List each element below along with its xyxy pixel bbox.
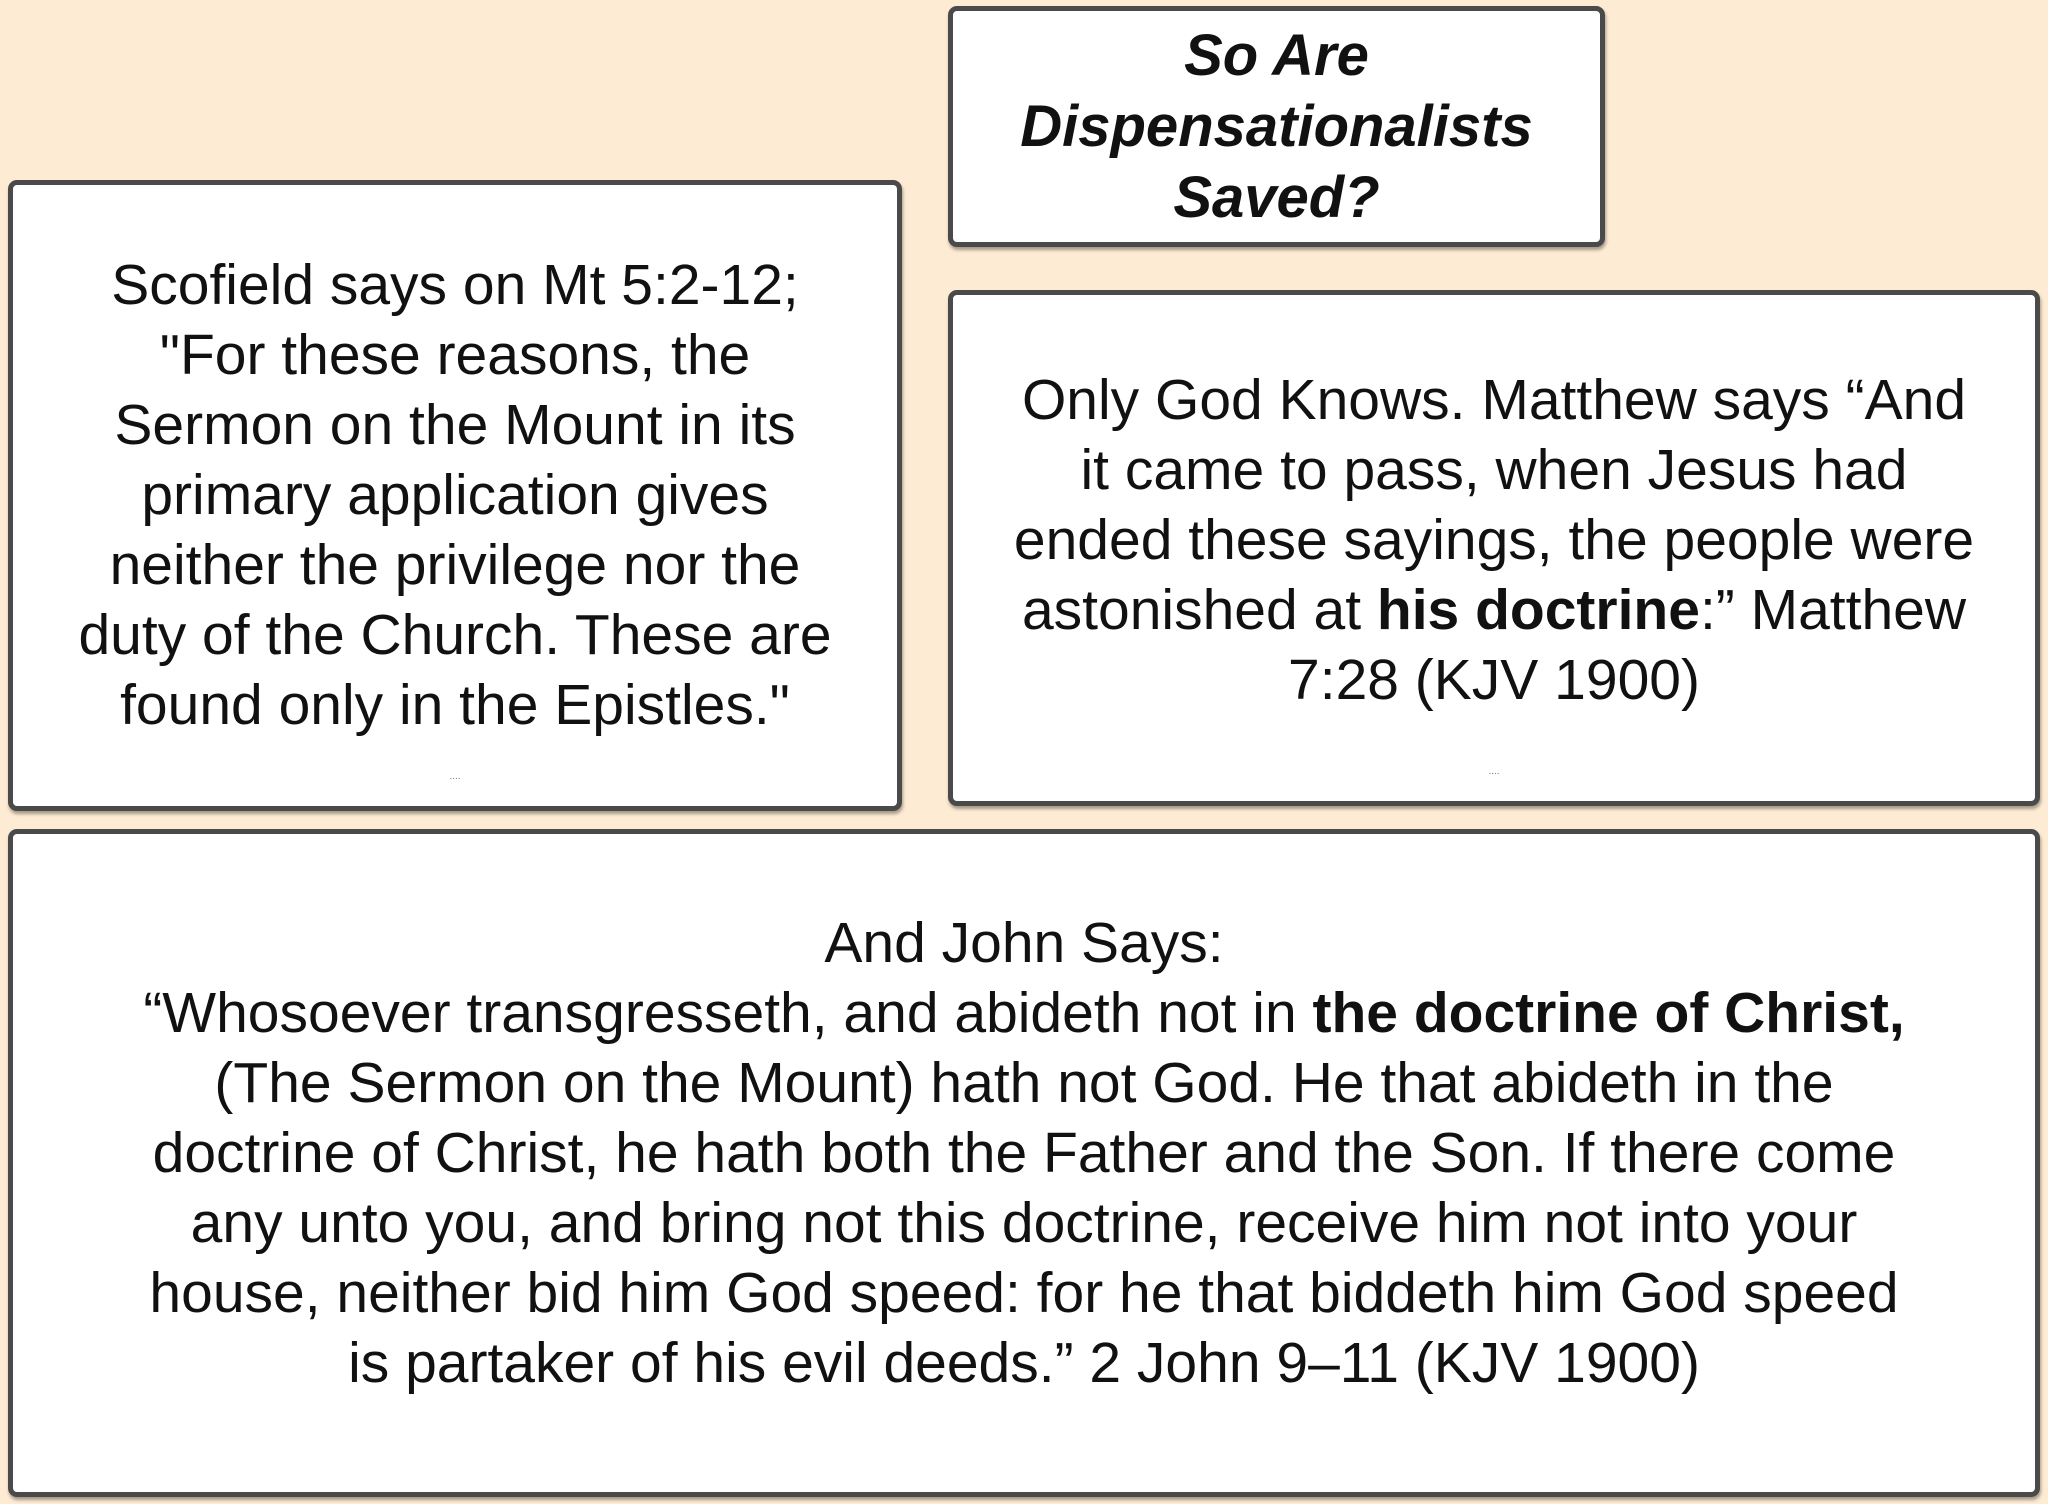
matthew-ellipsis: .... [1488,766,1500,777]
john-quote-end: (The Sermon on the Mount) hath not God. He that abideth in the doctrine of Christ, he hath both the Father and the Son. If there come any unto you, and bring not this doctrine, receive him not into your house, neither bid him God speed: for he that biddeth him God speed is partaker of his evil deeds.” 2 John 9–11 (KJV 1900) [149,1051,1899,1395]
matthew-bold-phrase: his doctrine [1376,578,1700,642]
scofield-quote-text: Scofield says on Mt 5:2-12; "For these reasons, the Sermon on the Mount in its primary application gives neither the privilege nor the duty of the Church. These are found only in the Epistles." [78,252,832,737]
john-heading: And John Says: [824,911,1224,975]
title-line-2: Dispensationalists [1020,94,1533,159]
matthew-quote-text [1013,365,1975,715]
matthew-outro: :” Matthew 7:28 (KJV 1900) [1288,578,1967,712]
john-quote-text [143,978,1905,1398]
title-card [948,6,1605,247]
scofield-quote-card [8,180,902,811]
title-line-1: So Are [1184,23,1369,88]
scofield-ellipsis: .... [449,771,461,782]
matthew-intro: Only God Knows. Matthew says “And it came to pass, when Jesus had ended these sayings, the people were astonished at [1013,368,1975,642]
john-quote-card [8,829,2040,1497]
matthew-quote-card [948,290,2040,806]
john-quote-start: “Whosoever transgresseth, and abideth not in [143,981,1313,1045]
title-line-3: Saved? [1173,165,1380,230]
john-bold-phrase: the doctrine of Christ, [1312,981,1905,1045]
